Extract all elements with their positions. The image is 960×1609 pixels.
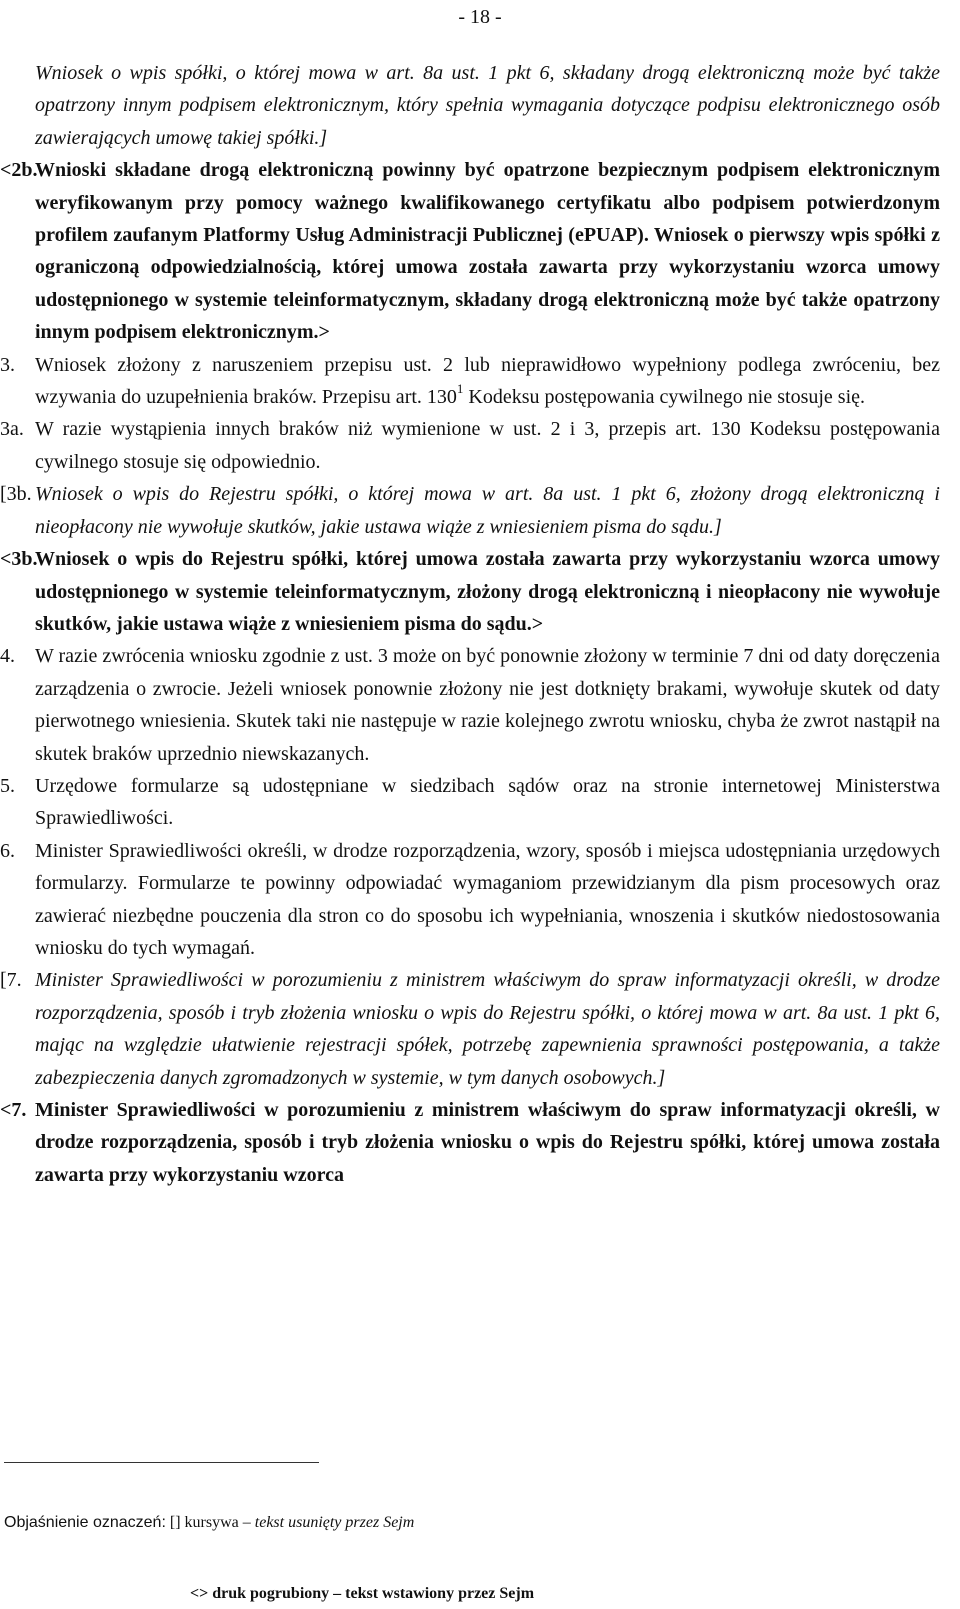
paragraph-marker: <3b. (0, 548, 38, 571)
paragraph-marker: <2b. (0, 159, 38, 182)
paragraph-text: Minister Sprawiedliwości w porozumieniu z ministrem właściwym do spraw informatyzacji określi, w drodze rozporządzenia, sposób i tryb złożenia wniosku o wpis do Rejestru spółki, o której mowa w art. 8a ust. 1 pkt 6, mając na względzie ułatwienie rejestracji spółek, potrzebę zapewnienia sprawności postępowania, a także zabezpieczenia danych zgromadzonych w systemie, w tym danych osobowych.] (35, 969, 940, 1089)
paragraph-6 (0, 835, 960, 965)
legend-italic-marker: [] (169, 1514, 181, 1531)
legend-italic-description: tekst usunięty przez Sejm (254, 1514, 415, 1531)
paragraph-marker: 5. (0, 774, 15, 797)
paragraph-7-deleted (0, 964, 960, 1094)
paragraph-text: W razie zwrócenia wniosku zgodnie z ust. 3 może on być ponownie złożony w terminie 7 dni od daty doręczenia zarządzenia o zwrocie. Jeżeli wniosek ponownie złożony nie jest dotknięty brakami, wywołuje skutek od daty pierwotnego wniesienia. Skutek taki nie następuje w razie kolejnego zwrotu wniosku, chyba że zwrot nastąpił na skutek braków uprzednio niewskazanych. (35, 645, 940, 765)
superscript: 1 (456, 381, 464, 397)
paragraph-text: Wniosek o wpis do Rejestru spółki, o której mowa w art. 8a ust. 1 pkt 6, złożony drogą elektroniczną i nieopłacony nie wywołuje skutków, jakie ustawa wiąże z wniesieniem pisma do sądu.] (35, 483, 940, 538)
page-number: - 18 - (458, 6, 502, 28)
paragraph-3a (0, 413, 960, 478)
paragraph-marker: 3. (0, 353, 15, 376)
paragraph-text: Minister Sprawiedliwości w porozumieniu z ministrem właściwym do spraw informatyzacji określi, w drodze rozporządzenia, sposób i tryb złożenia wniosku o wpis do Rejestru spółki, której umowa została zawarta przy wykorzystaniu wzorca (35, 1099, 940, 1186)
paragraph-marker: 3a. (0, 418, 24, 441)
paragraph-marker: [3b. (0, 483, 32, 506)
paragraph-text: Wniosek o wpis do Rejestru spółki, której umowa została zawarta przy wykorzystaniu wzorca umowy udostępnionego w systemie teleinformatycznym, złożony drogą elektroniczną i nieopłacony nie wywołuje skutków, jakie ustawa wiąże z wniesieniem pisma do sądu.> (35, 548, 940, 635)
footer-divider (4, 1462, 319, 1463)
document-body (0, 57, 960, 1191)
paragraph-marker: 6. (0, 839, 15, 862)
paragraph-text: Wniosek o wpis spółki, o której mowa w art. 8a ust. 1 pkt 6, składany drogą elektroniczną może być także opatrzony innym podpisem elektronicznym, który spełnia wymagania dotyczące podpisu elektronicznego osób zawierających umowę takiej spółki.] (35, 62, 940, 149)
footer-legend-bold: <> druk pogrubiony – tekst wstawiony przez Sejm (190, 1585, 535, 1602)
paragraph-marker: 4. (0, 645, 15, 668)
paragraph-text: Wnioski składane drogą elektroniczną powinny być opatrzone bezpiecznym podpisem elektronicznym weryfikowanym przy pomocy ważnego kwalifikowanego certyfikatu albo podpisem potwierdzonym profilem zaufanym Platformy Usług Administracji Publicznej (ePUAP). Wniosek o pierwszy wpis spółki z ograniczoną odpowiedzialnością, której umowa została zawarta przy wykorzystaniu wzorca umowy udostępnionego w systemie teleinformatycznym, składany drogą elektroniczną może być także opatrzony innym podpisem elektronicznym.> (35, 159, 940, 344)
paragraph-marker: [7. (0, 969, 22, 992)
paragraph-3 (0, 349, 960, 414)
paragraph-text: Urzędowe formularze są udostępniane w siedzibach sądów oraz na stronie internetowej Ministerstwa Sprawiedliwości. (35, 774, 940, 830)
paragraph-5 (0, 770, 960, 835)
paragraph-marker: <7. (0, 1099, 27, 1121)
paragraph-3b-deleted (0, 478, 960, 543)
paragraph-2b-inserted (0, 154, 960, 348)
legend-dash: – (242, 1514, 251, 1531)
paragraph-7-inserted (0, 1094, 960, 1191)
paragraph-3b-inserted (0, 543, 960, 640)
paragraph-4 (0, 640, 960, 770)
paragraph-2a-deleted-continuation (0, 57, 960, 154)
paragraph-text: Wniosek złożony z naruszeniem przepisu ust. 2 lub nieprawidłowo wypełniony podlega zwróceniu, bez wzywania do uzupełnienia braków. Przepisu art. 130 (35, 353, 940, 409)
paragraph-text-continued: Kodeksu postępowania cywilnego nie stosuje się. (463, 386, 865, 409)
footer-legend-italic (4, 1513, 944, 1533)
legend-italic-word: kursywa (184, 1514, 239, 1531)
paragraph-text: Minister Sprawiedliwości określi, w drodze rozporządzenia, wzory, sposób i miejsca udostępniania urzędowych formularzy. Formularze te powinny odpowiadać wymaganiom przewidzianym dla pism procesowych oraz zawierać niezbędne pouczenia dla stron co do sposobu ich wypełniania, wnoszenia i skutków niedostosowania wniosku do tych wymagań. (35, 839, 940, 959)
paragraph-text: W razie wystąpienia innych braków niż wymienione w ust. 2 i 3, przepis art. 130 Kodeksu postępowania cywilnego stosuje się odpowiednio. (35, 418, 940, 473)
legend-label: Objaśnienie oznaczeń: (4, 1514, 166, 1531)
